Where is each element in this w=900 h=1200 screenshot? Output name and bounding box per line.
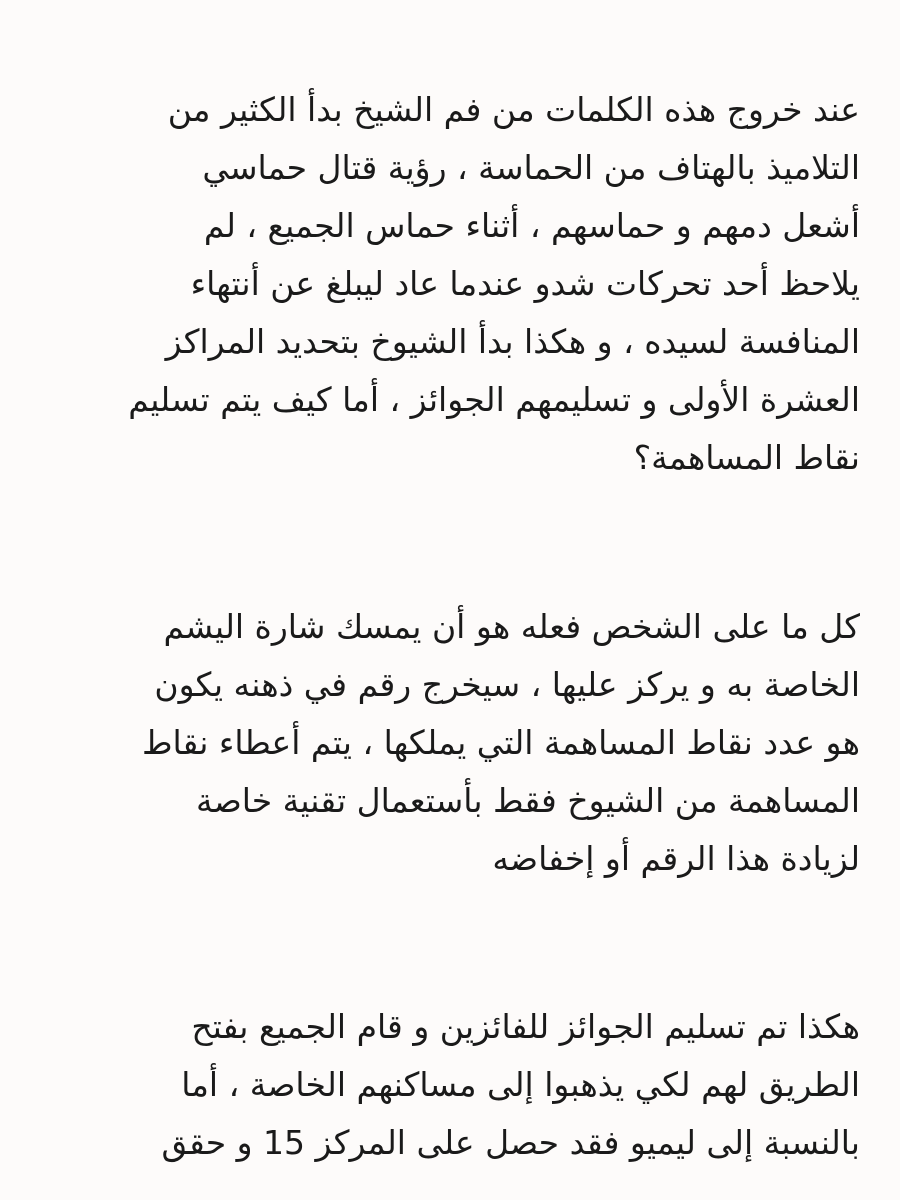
text-line: التلاميذ بالهتاف من الحماسة ، رؤية قتال حماسي xyxy=(202,148,860,187)
text-line: العشرة الأولى و تسليمهم الجوائز ، أما كيف يتم تسليم xyxy=(128,380,860,419)
text-line: هكذا تم تسليم الجوائز للفائزين و قام الجميع بفتح xyxy=(191,1007,860,1046)
paragraph-1 xyxy=(70,81,860,487)
text-line: المنافسة لسيده ، و هكذا بدأ الشيوخ بتحديد المراكز xyxy=(165,322,860,361)
paragraph-3 xyxy=(70,998,860,1172)
text-line: الطريق لهم لكي يذهبوا إلى مساكنهم الخاصة ، أما xyxy=(181,1065,860,1104)
text-line: عند خروج هذه الكلمات من فم الشيخ بدأ الكثير من xyxy=(167,90,860,129)
text-line: يلاحظ أحد تحركات شدو عندما عاد ليبلغ عن أنتهاء xyxy=(190,264,860,303)
text-line: المساهمة من الشيوخ فقط بأستعمال تقنية خاصة xyxy=(196,781,860,820)
text-line: هو عدد نقاط المساهمة التي يملكها ، يتم أعطاء نقاط xyxy=(141,723,860,762)
text-line: كل ما على الشخص فعله هو أن يمسك شارة اليشم xyxy=(163,607,860,646)
text-line: بالنسبة إلى ليميو فقد حصل على المركز 15 و حقق xyxy=(161,1123,860,1162)
text-line: أشعل دمهم و حماسهم ، أثناء حماس الجميع ، لم xyxy=(203,206,860,245)
text-line: نقاط المساهمة؟ xyxy=(633,438,860,477)
paragraph-2 xyxy=(70,598,860,888)
text-line: لزيادة هذا الرقم أو إخفاضه xyxy=(492,839,860,878)
text-line: الخاصة به و يركز عليها ، سيخرج رقم في ذهنه يكون xyxy=(154,665,860,704)
